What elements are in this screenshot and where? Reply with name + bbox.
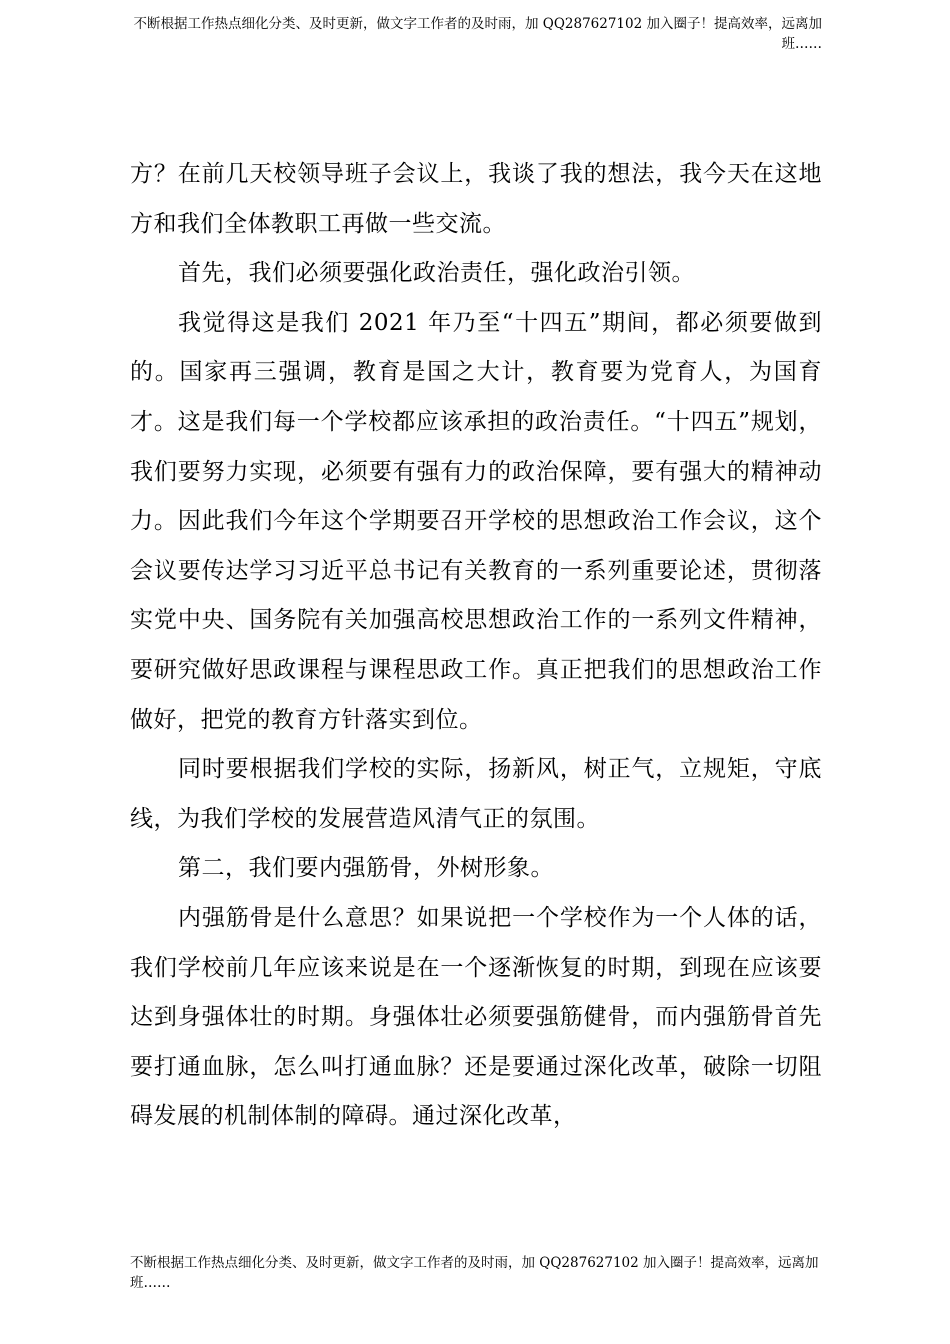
page-header-note: 不断根据工作热点细化分类、及时更新，做文字工作者的及时雨，加 QQ287627102 加入圈子！提高效率，远离加班…… [133,16,822,52]
document-body [130,150,822,1142]
paragraph-school-atmosphere: 同时要根据我们学校的实际，扬新风，树正气，立规矩，守底线，为我们学校的发展营造风清气正的氛围。 [130,756,822,832]
paragraph-heading-second: 第二，我们要内强筋骨，外树形象。 [178,855,554,882]
paragraph-continuation: 方？在前几天校领导班子会议上，我谈了我的想法，我今天在这地方和我们全体教职工再做一些交流。 [130,161,822,237]
paragraph-strengthen-core: 内强筋骨是什么意思？如果说把一个学校作为一个人体的话，我们学校前几年应该来说是在一个逐渐恢复的时期，到现在应该要达到身强体壮的时期。身强体壮必须要强筋健骨，而内强筋骨首先要打通血脉，怎么叫打通血脉？还是要通过深化改革，破除一切阻碍发展的机制体制的障碍。通过深化改革， [130,904,822,1130]
page-footer-note: 不断根据工作热点细化分类、及时更新，做文字工作者的及时雨，加 QQ287627102 加入圈子！提高效率，远离加班…… [130,1255,819,1291]
paragraph-heading-first: 首先，我们必须要强化政治责任，强化政治引领。 [178,260,695,287]
paragraph-political-responsibility: 我觉得这是我们 2021 年乃至“十四五”期间，都必须要做到的。国家再三强调，教育是国之大计，教育要为党育人，为国育才。这是我们每一个学校都应该承担的政治责任。“十四五”规划，我们要努力实现，必须要有强有力的政治保障，要有强大的精神动力。因此我们今年这个学期要召开学校的思想政治工作会议，这个会议要传达学习习近平总书记有关教育的一系列重要论述，贯彻落实党中央、国务院有关加强高校思想政治工作的一系列文件精神，要研究做好思政课程与课程思政工作。真正把我们的思想政治工作做好，把党的教育方针落实到位。 [130,309,822,733]
